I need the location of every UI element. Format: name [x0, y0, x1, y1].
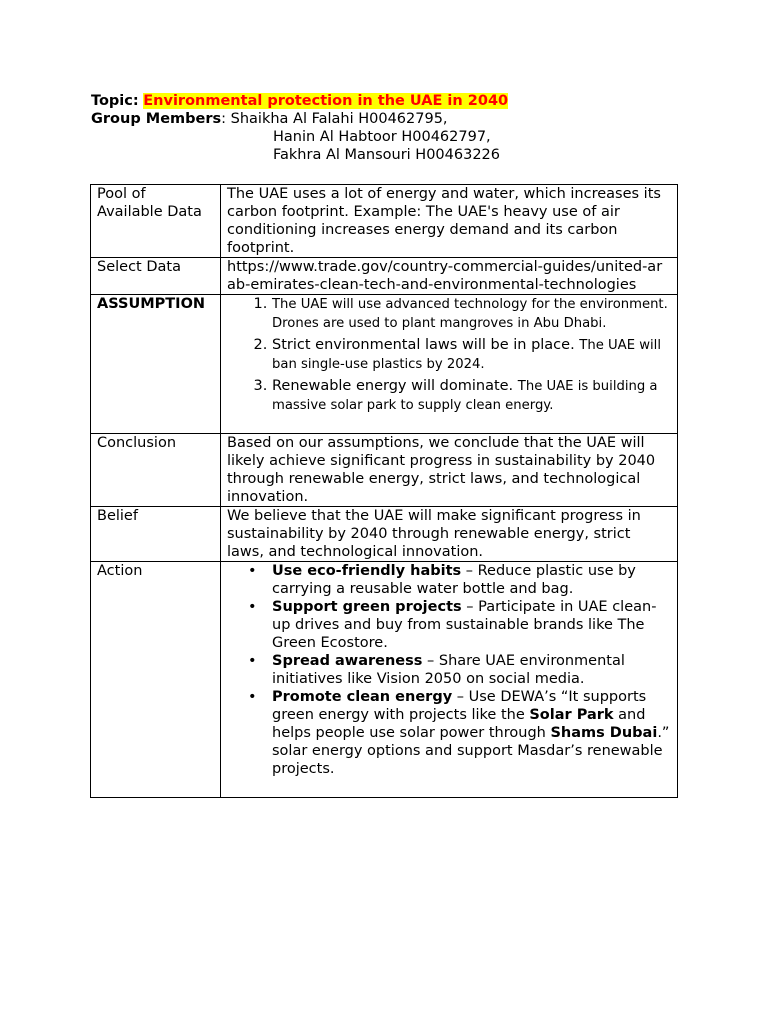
row-label: Conclusion [91, 434, 221, 507]
action-text: – Participate in UAE clean-up drives and buy from sustainable brands like The Green Ecostore. [272, 599, 657, 651]
action-title: Spread awareness [272, 653, 423, 669]
assumption-example: The UAE is building a massive solar park to supply clean energy. [272, 379, 658, 413]
action-text: and helps people use solar power through [272, 707, 646, 741]
list-item [272, 295, 671, 333]
list-item [248, 688, 671, 778]
row-content [221, 295, 678, 434]
action-text: – Reduce plastic use by carrying a reusable water bottle and bag. [272, 563, 636, 597]
bullet: • [248, 653, 257, 669]
row-label: Action [91, 562, 221, 798]
bullet: • [248, 599, 257, 615]
assumption-example: The UAE will use advanced technology for the environment. Drones are used to plant mangroves in Abu Dhabi. [272, 297, 668, 331]
list-item [272, 377, 671, 415]
action-text: – Use DEWA’s “It supports green energy with projects like the [272, 689, 647, 723]
document-header [91, 92, 508, 164]
action-bold: Solar Park [529, 707, 614, 723]
row-label: Belief [91, 507, 221, 562]
topic-text: Environmental protection in the UAE in 2040 [143, 93, 509, 109]
action-title: Promote clean energy [272, 689, 453, 705]
thinking-framework-table [90, 184, 678, 798]
members-label: Group Members [91, 111, 222, 127]
table-row-belief [91, 507, 678, 562]
action-bold: Shams Dubai [550, 725, 658, 741]
assumption-list [227, 295, 671, 415]
members-line: Group Members: Shaikha Al Falahi H00462795, [91, 111, 448, 127]
table-row-pool [91, 185, 678, 258]
list-item [248, 652, 671, 688]
row-label: ASSUMPTION [91, 295, 221, 434]
row-content [221, 562, 678, 798]
action-title: Use eco-friendly habits [272, 563, 462, 579]
action-text: – Share UAE environmental initiatives like Vision 2050 on social media. [272, 653, 625, 687]
assumption-main: Renewable energy will dominate. [272, 378, 514, 394]
member-name: Fakhra Al Mansouri H00463226 [273, 147, 501, 163]
table-row-action [91, 562, 678, 798]
source-url: https://www.trade.gov/country-commercial-guides/united-arab-emirates-clean-tech-and-environmental-technologies [221, 258, 678, 295]
row-content: Based on our assumptions, we conclude that the UAE will likely achieve significant progress in sustainability by 2040 through renewable energy, strict laws, and technological innovation. [221, 434, 678, 507]
assumption-example: The UAE will ban single-use plastics by 2024. [272, 338, 661, 372]
list-item [272, 336, 671, 374]
member-name: Shaikha Al Falahi H00462795, [230, 111, 448, 127]
assumption-main: Strict environmental laws will be in place. [272, 337, 575, 353]
action-title: Support green projects [272, 599, 462, 615]
row-label: Select Data [91, 258, 221, 295]
bullet: • [248, 563, 257, 579]
table-row-select [91, 258, 678, 295]
row-label: Pool of Available Data [91, 185, 221, 258]
list-item [248, 598, 671, 652]
row-content: The UAE uses a lot of energy and water, which increases its carbon footprint. Example: The UAE's heavy use of air conditioning increases energy demand and its carbon footprint. [221, 185, 678, 258]
table-row-conclusion [91, 434, 678, 507]
action-list [227, 562, 671, 778]
row-content: We believe that the UAE will make significant progress in sustainability by 2040 through renewable energy, strict laws, and technological innovation. [221, 507, 678, 562]
topic-line [91, 92, 508, 110]
action-text: .” solar energy options and support Masdar’s renewable projects. [272, 725, 670, 777]
table-row-assumption [91, 295, 678, 434]
bullet: • [248, 689, 257, 705]
topic-label: Topic: [91, 93, 139, 109]
list-item [248, 562, 671, 598]
member-name: Hanin Al Habtoor H00462797, [273, 129, 491, 145]
